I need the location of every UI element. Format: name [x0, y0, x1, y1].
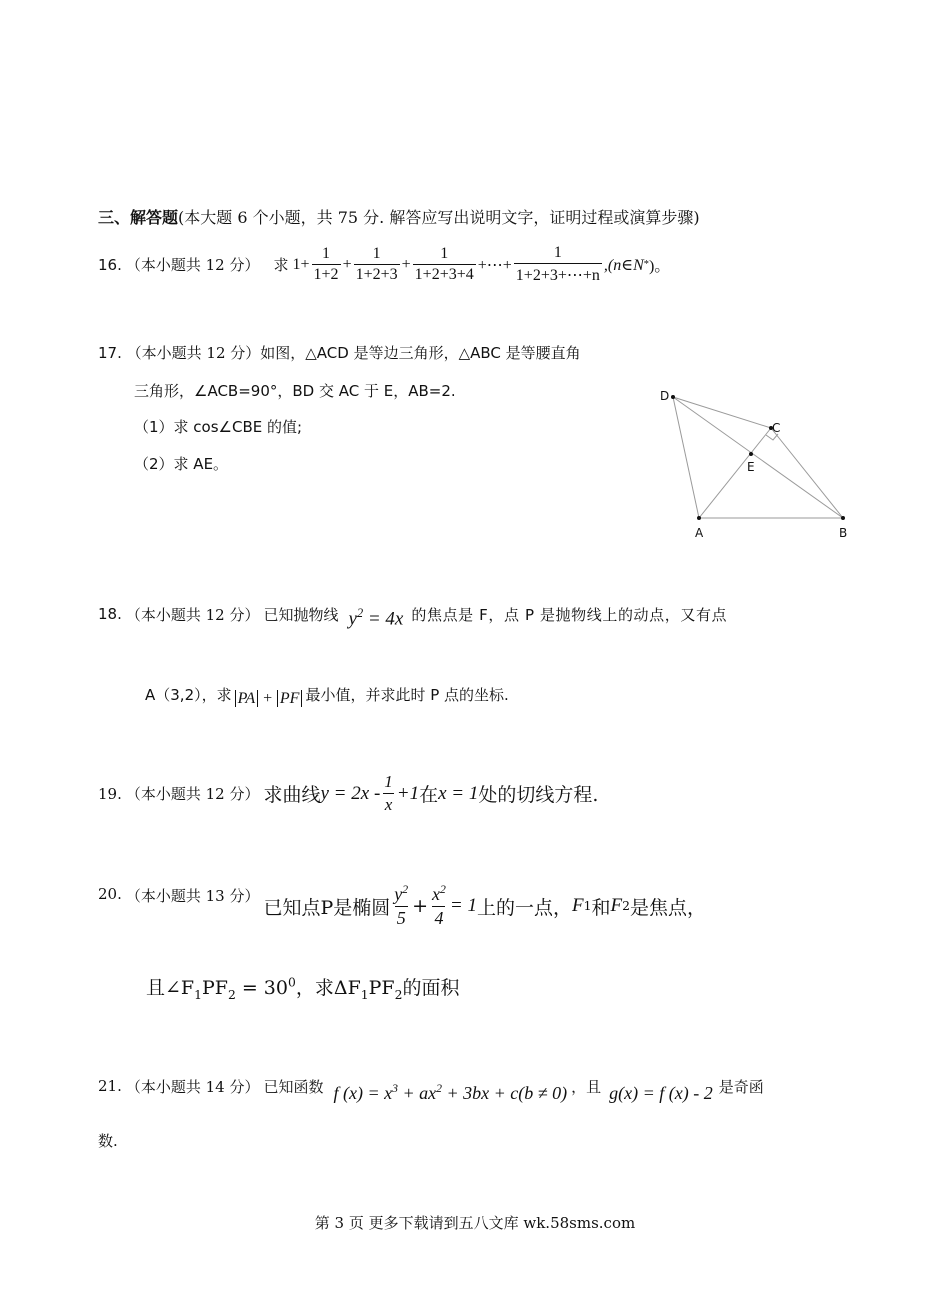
- eq-sq: 2: [356, 606, 364, 620]
- q20-frac-x: [430, 883, 448, 929]
- question-16: [98, 244, 670, 285]
- q16-frac-2: [354, 245, 400, 284]
- label-B: B: [839, 526, 848, 540]
- q18-points: （本小题共 12 分）: [125, 605, 260, 624]
- q20-line2-pf2: PF: [368, 977, 395, 999]
- q18-text-2a: A（3,2），求: [145, 685, 232, 704]
- q18-line-2: [145, 680, 509, 708]
- q21-comma: ，且: [571, 1077, 602, 1096]
- q20-line2-b: ，求ΔF: [295, 977, 361, 999]
- q18-equation: [349, 606, 404, 630]
- q19-expr: [263, 772, 598, 815]
- point-A: [697, 516, 701, 520]
- point-D: [671, 395, 675, 399]
- q16-formula: [293, 244, 671, 285]
- frac-den: 1+2+3: [355, 266, 398, 283]
- q20-line2-s2b: 2: [394, 987, 403, 1002]
- question-19: [98, 772, 598, 815]
- q20-line2-pf: PF: [201, 977, 228, 999]
- q17-part-1: （1）求 cos∠CBE 的值;: [134, 418, 303, 436]
- label-E: E: [747, 460, 755, 474]
- abs-pf: PF: [277, 690, 303, 707]
- q20-number: 20.: [98, 885, 122, 903]
- q20-f2: F: [610, 895, 623, 916]
- f-sup3: 3: [392, 1082, 398, 1095]
- q20-text-b: 上的一点，: [476, 896, 572, 919]
- q19-text-a: 求曲线: [263, 784, 321, 806]
- q21-text-b: 是奇函: [718, 1077, 764, 1096]
- q21-text-a: 已知函数: [263, 1077, 324, 1096]
- f-expr-c: + 3bx + c(b ≠ 0): [441, 1083, 568, 1103]
- q18-text-1b: 的焦点是 F，点 P 是抛物线上的动点，又有点: [411, 605, 728, 624]
- edge-DC: [673, 397, 771, 428]
- abs-plus: +: [262, 690, 273, 707]
- frac-num: x: [432, 884, 441, 904]
- q21-number: 21.: [98, 1077, 122, 1095]
- q20-frac-y: [392, 883, 410, 929]
- frac-sup: 2: [402, 883, 409, 896]
- q20-line2-s2: 2: [227, 987, 236, 1002]
- label-C: C: [772, 421, 781, 435]
- q20-line2-c: 的面积: [402, 977, 460, 999]
- frac-num: y: [394, 884, 403, 904]
- q16-one: 1: [292, 255, 301, 273]
- frac-num: 1: [322, 245, 331, 262]
- q21-line-2: 数.: [98, 1132, 118, 1150]
- q19-text-c: 处的切线方程.: [478, 784, 599, 806]
- question-18: [98, 598, 727, 630]
- q17-figure: [650, 380, 870, 550]
- frac-den: x: [384, 795, 393, 814]
- q19-eq-b: +1: [396, 782, 420, 804]
- f-sup2: 2: [436, 1082, 442, 1095]
- f-expr-b: + ax: [397, 1083, 437, 1103]
- page-footer: 第 3 页 更多下载请到五八文库 wk.58sms.com: [314, 1214, 636, 1232]
- frac-den: 1+2+3+⋯+n: [514, 263, 602, 285]
- q16-frac-3: [413, 245, 476, 284]
- label-A: A: [695, 526, 704, 540]
- eq-y: y: [348, 608, 357, 630]
- q20-text-a: 已知点P是椭圆: [263, 896, 391, 919]
- label-D: D: [660, 389, 670, 403]
- q17-text-2: 三角形，∠ACB=90°，BD 交 AC 于 E，AB=2.: [134, 382, 456, 400]
- q16-frac-4: [514, 244, 602, 285]
- q16-tail: ,(n∈N: [603, 256, 644, 274]
- frac-den: 1+2+3+4: [414, 266, 474, 283]
- q19-eq-c: x = 1: [438, 782, 479, 804]
- q20-line-2: [146, 973, 459, 1002]
- q17-part-2: （2）求 AE。: [134, 455, 229, 473]
- q20-deg: 0: [287, 975, 296, 990]
- q16-frac-1: [312, 245, 341, 284]
- edge-CB: [771, 428, 843, 518]
- q20-s2: 2: [622, 899, 630, 913]
- q19-text-b: 在: [419, 784, 439, 806]
- section-title: 三、解答题: [98, 208, 179, 227]
- q16-plus: +: [401, 255, 411, 273]
- frac-den: 1+2: [313, 266, 339, 283]
- q18-text-1a: 已知抛物线: [263, 605, 339, 624]
- question-17: [98, 342, 581, 363]
- frac-num: 1: [440, 245, 449, 262]
- edge-DB: [673, 397, 843, 518]
- q20-line2-s1b: 1: [360, 987, 369, 1002]
- frac-num: 1: [372, 245, 381, 262]
- q20-line2-a: 且∠F: [146, 977, 195, 999]
- frac-num: 1: [384, 772, 393, 791]
- abs-pa: PA: [235, 690, 258, 707]
- q20-line2-eq: = 30: [235, 977, 288, 999]
- question-21: [98, 1068, 764, 1104]
- f-expr-a: f (x) = x: [333, 1083, 393, 1103]
- q19-eq-a: y = 2x -: [320, 782, 381, 804]
- edge-DA: [673, 397, 699, 518]
- q20-and: 和: [591, 896, 611, 919]
- q20-line2-s1: 1: [194, 987, 202, 1002]
- q20-points: （本小题共 13 分）: [125, 887, 260, 905]
- q17-text-1: 如图，△ACD 是等边三角形，△ABC 是等腰直角: [260, 344, 581, 362]
- q16-number: 16.: [98, 255, 122, 274]
- q17-number: 17.: [98, 344, 122, 362]
- frac-sup: 2: [440, 883, 446, 896]
- q18-expr: [235, 690, 303, 708]
- q21-g-expr: g(x) = f (x) - 2: [609, 1082, 713, 1103]
- section-heading: [98, 205, 700, 228]
- q16-star: *: [643, 259, 649, 270]
- q16-points: （本小题共 12 分）: [125, 256, 260, 274]
- frac-num: 1: [553, 244, 562, 261]
- q17-points: （本小题共 12 分）: [126, 344, 261, 362]
- q19-number: 19.: [98, 784, 122, 803]
- q20-f1: F: [571, 895, 584, 916]
- q16-end: )。: [648, 258, 671, 275]
- point-E: [749, 452, 753, 456]
- q18-text-2b: 最小值，并求此时 P 点的坐标.: [305, 685, 509, 704]
- eq-rest: = 4x: [363, 608, 404, 630]
- q16-plus: +: [300, 255, 310, 273]
- frac-den: 4: [434, 908, 444, 928]
- q20-plus: +: [412, 895, 429, 917]
- q21-f-expr: [334, 1082, 568, 1104]
- q16-plus: +: [342, 255, 352, 273]
- q20-eq: = 1: [449, 895, 477, 916]
- q19-points: （本小题共 12 分）: [125, 785, 260, 803]
- q19-frac: [382, 772, 395, 815]
- section-note: (本大题 6 个小题，共 75 分. 解答应写出说明文字，证明过程或演算步骤): [178, 208, 700, 227]
- question-20: [98, 885, 706, 929]
- q20-s1: 1: [583, 899, 592, 913]
- q16-ask: 求: [273, 256, 289, 274]
- q20-text-c: 是焦点，: [629, 896, 706, 919]
- q21-points: （本小题共 14 分）: [125, 1077, 260, 1096]
- point-B: [841, 516, 845, 520]
- q20-expr: [263, 883, 705, 929]
- q16-dots: +⋯+: [477, 256, 512, 274]
- q18-number: 18.: [98, 605, 122, 624]
- frac-den: 5: [396, 908, 406, 928]
